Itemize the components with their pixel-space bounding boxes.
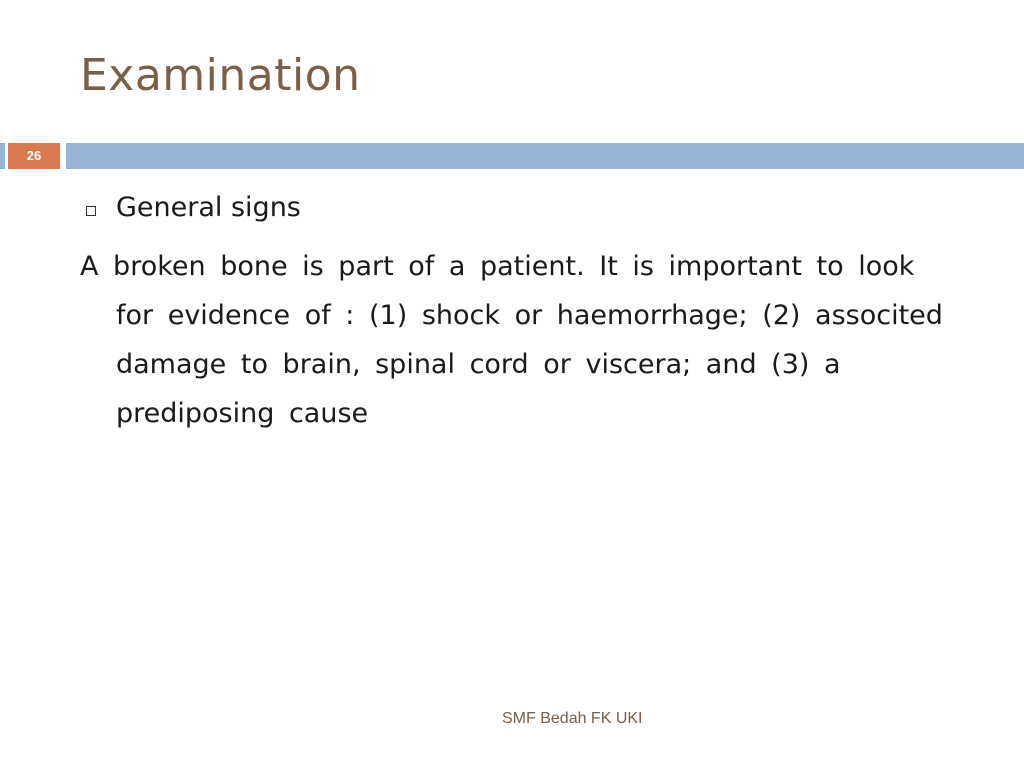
slide-number: 26 — [8, 143, 60, 169]
bullet-text: General signs — [116, 192, 301, 223]
slide-content — [80, 190, 960, 438]
bullet-item — [80, 190, 960, 236]
slide-title: Examination — [80, 50, 361, 101]
body-paragraph: A broken bone is part of a patient. It is important to look for evidence of : (1) shock or haemorrhage; (2) associted damage to brain, spinal cord or viscera; and (3) a prediposing cause — [80, 251, 943, 429]
band-bar — [66, 143, 1024, 169]
band-left-segment — [0, 143, 5, 169]
hollow-square-bullet-icon — [86, 206, 96, 216]
title-band — [0, 143, 1024, 169]
footer-text: SMF Bedah FK UKI — [502, 710, 643, 727]
